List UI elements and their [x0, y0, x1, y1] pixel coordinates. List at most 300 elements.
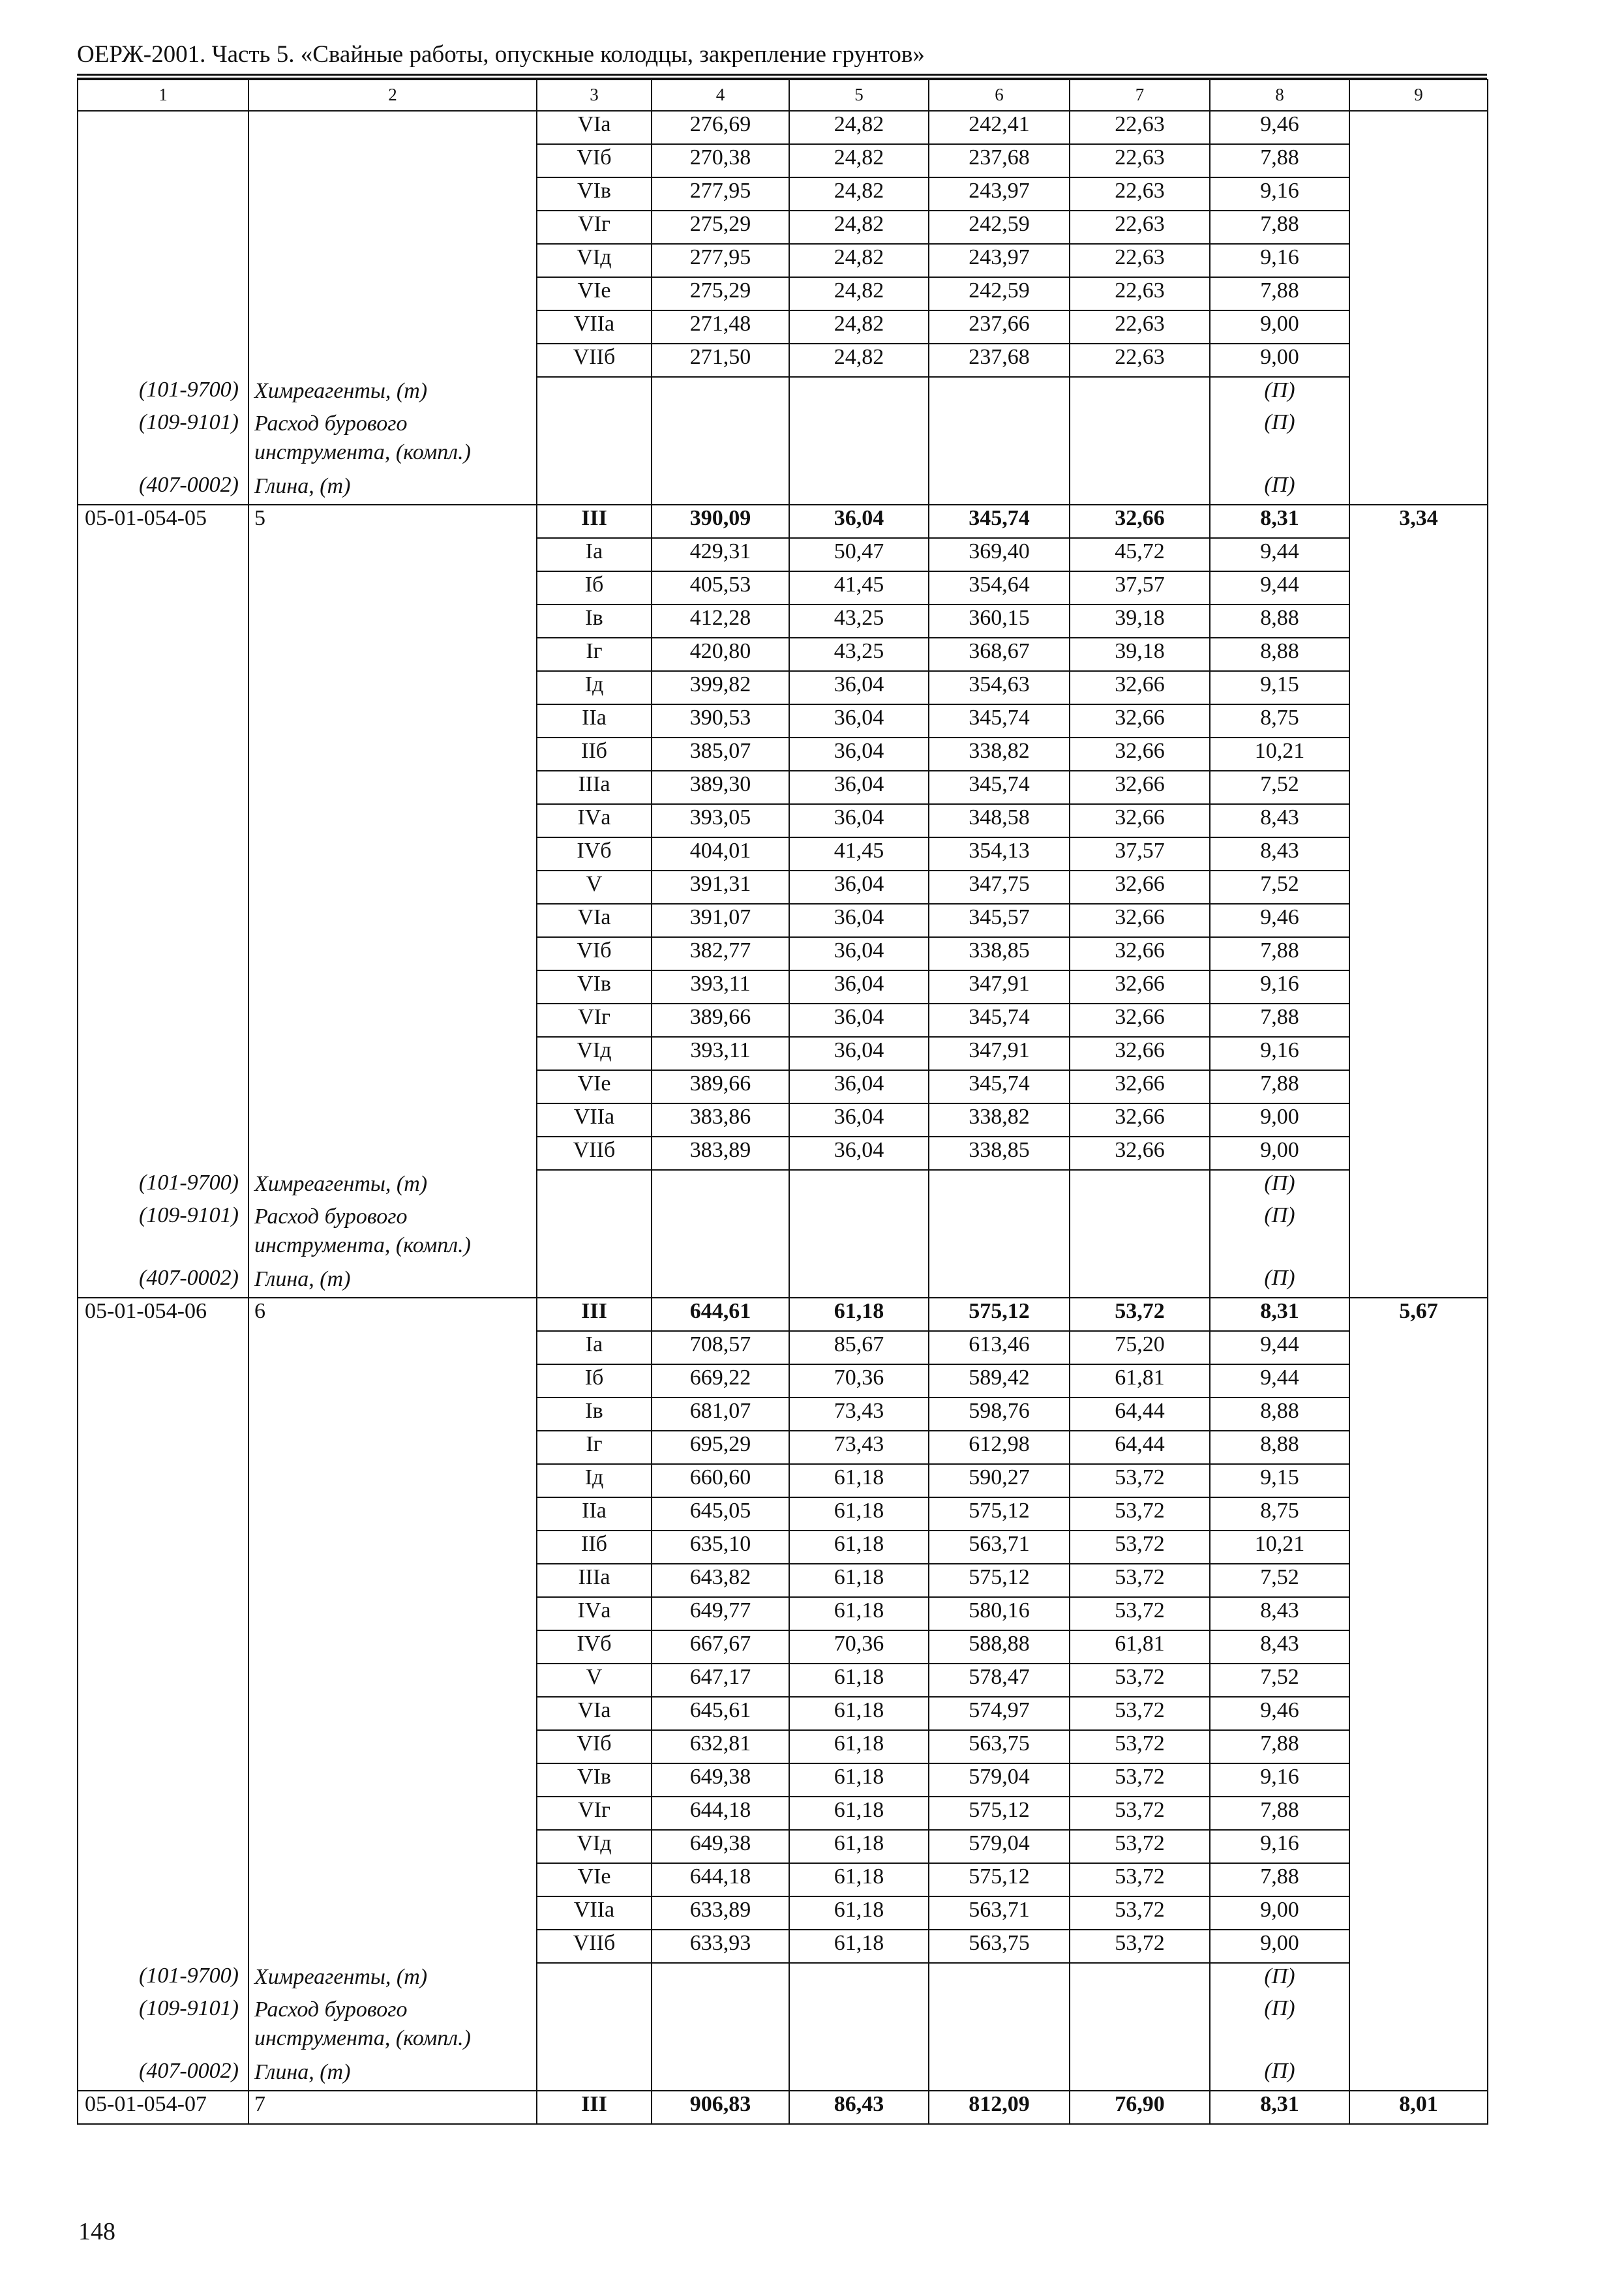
- empty-cell: [78, 277, 248, 310]
- value-cell: 61,18: [789, 1797, 929, 1830]
- base-row: [78, 2091, 1488, 2124]
- value-cell: 32,66: [1070, 505, 1210, 538]
- category-cell: VIIб: [537, 1137, 652, 1170]
- table-row: [78, 937, 1488, 970]
- category-cell: IIIа: [537, 1564, 652, 1597]
- value-cell: 647,17: [652, 1664, 789, 1697]
- value-cell: 53,72: [1070, 1298, 1210, 1331]
- rate-code: 05-01-054-06: [78, 1298, 248, 1331]
- empty-cell: [1349, 1364, 1488, 1398]
- empty-cell: [1070, 1963, 1210, 1996]
- empty-cell: [789, 1996, 929, 2058]
- value-cell: 389,66: [652, 1004, 789, 1037]
- value-cell: 243,97: [929, 177, 1070, 211]
- value-cell: 61,18: [789, 1597, 929, 1630]
- table-row: [78, 177, 1488, 211]
- page-number: 148: [78, 2218, 115, 2245]
- value-cell: 382,77: [652, 937, 789, 970]
- value-cell: 345,57: [929, 904, 1070, 937]
- value-cell: 61,81: [1070, 1364, 1210, 1398]
- value-cell: 354,64: [929, 571, 1070, 605]
- empty-cell: [78, 1137, 248, 1170]
- value-cell: 9,15: [1210, 671, 1349, 704]
- value-cell: 22,63: [1070, 111, 1210, 144]
- empty-cell: [248, 1137, 537, 1170]
- empty-cell: [78, 671, 248, 704]
- empty-cell: [78, 1037, 248, 1070]
- base-row: [78, 505, 1488, 538]
- value-cell: 385,07: [652, 738, 789, 771]
- value-cell: 24,82: [789, 177, 929, 211]
- empty-cell: [1349, 1137, 1488, 1170]
- table-row: [78, 310, 1488, 344]
- empty-cell: [78, 1564, 248, 1597]
- value-cell: 644,18: [652, 1797, 789, 1830]
- empty-cell: [78, 1004, 248, 1037]
- value-cell: 32,66: [1070, 904, 1210, 937]
- value-cell: 276,69: [652, 111, 789, 144]
- value-cell: 270,38: [652, 144, 789, 177]
- value-cell: 563,71: [929, 1531, 1070, 1564]
- value-cell: 612,98: [929, 1431, 1070, 1464]
- value-cell: 575,12: [929, 1797, 1070, 1830]
- value-cell: 8,31: [1210, 2091, 1349, 2124]
- empty-cell: [248, 1930, 537, 1963]
- category-cell: IIа: [537, 704, 652, 738]
- value-cell: 22,63: [1070, 344, 1210, 377]
- empty-cell: [1349, 1497, 1488, 1531]
- value-cell: 399,82: [652, 671, 789, 704]
- resource-row: [78, 377, 1488, 410]
- value-cell: 70,36: [789, 1364, 929, 1398]
- empty-cell: [248, 1630, 537, 1664]
- value-cell: 24,82: [789, 310, 929, 344]
- value-cell: 275,29: [652, 277, 789, 310]
- empty-cell: [78, 1103, 248, 1137]
- empty-cell: [78, 144, 248, 177]
- category-cell: VIб: [537, 144, 652, 177]
- empty-cell: [78, 1364, 248, 1398]
- table-row: [78, 1103, 1488, 1137]
- value-cell: 644,18: [652, 1863, 789, 1896]
- column-number: 9: [1349, 80, 1488, 111]
- value-cell: 8,75: [1210, 704, 1349, 738]
- value-cell: 36,04: [789, 871, 929, 904]
- value-cell: 36,04: [789, 1070, 929, 1103]
- empty-cell: [929, 2058, 1070, 2091]
- category-cell: VIе: [537, 1863, 652, 1896]
- resource-row: [78, 2058, 1488, 2091]
- value-cell: 9,15: [1210, 1464, 1349, 1497]
- empty-cell: [248, 1497, 537, 1531]
- value-cell: 7,88: [1210, 277, 1349, 310]
- value-cell: 9,44: [1210, 571, 1349, 605]
- value-cell: 681,07: [652, 1398, 789, 1431]
- empty-cell: [248, 1464, 537, 1497]
- empty-cell: [248, 937, 537, 970]
- value-cell: 86,43: [789, 2091, 929, 2124]
- col9-value: 5,67: [1349, 1298, 1488, 1331]
- value-cell: 9,46: [1210, 1697, 1349, 1730]
- value-cell: 32,66: [1070, 937, 1210, 970]
- value-cell: 53,72: [1070, 1497, 1210, 1531]
- value-cell: 242,59: [929, 277, 1070, 310]
- value-cell: 575,12: [929, 1497, 1070, 1531]
- value-cell: 53,72: [1070, 1697, 1210, 1730]
- empty-cell: [1349, 1070, 1488, 1103]
- value-cell: 579,04: [929, 1830, 1070, 1863]
- value-cell: 643,82: [652, 1564, 789, 1597]
- value-cell: 61,18: [789, 1930, 929, 1963]
- empty-cell: [789, 2058, 929, 2091]
- empty-cell: [929, 472, 1070, 505]
- value-cell: 9,16: [1210, 177, 1349, 211]
- value-cell: 61,18: [789, 1730, 929, 1763]
- category-cell: VIIа: [537, 1103, 652, 1137]
- value-cell: 644,61: [652, 1298, 789, 1331]
- value-cell: 70,36: [789, 1630, 929, 1664]
- value-cell: 575,12: [929, 1564, 1070, 1597]
- value-cell: 75,20: [1070, 1331, 1210, 1364]
- value-cell: 695,29: [652, 1431, 789, 1464]
- value-cell: 32,66: [1070, 970, 1210, 1004]
- value-cell: 37,57: [1070, 837, 1210, 871]
- empty-cell: [248, 970, 537, 1004]
- value-cell: 36,04: [789, 771, 929, 804]
- empty-cell: [1349, 211, 1488, 244]
- empty-cell: [248, 671, 537, 704]
- value-cell: 389,66: [652, 1070, 789, 1103]
- empty-cell: [652, 410, 789, 472]
- resource-name: Глина, (т): [248, 472, 537, 505]
- category-cell: Iа: [537, 538, 652, 571]
- table-row: [78, 1630, 1488, 1664]
- value-cell: 7,52: [1210, 1664, 1349, 1697]
- empty-cell: [248, 871, 537, 904]
- rate-code: 05-01-054-05: [78, 505, 248, 538]
- value-cell: 53,72: [1070, 1863, 1210, 1896]
- empty-cell: [248, 538, 537, 571]
- empty-cell: [248, 1431, 537, 1464]
- resource-row: [78, 410, 1488, 472]
- value-cell: 53,72: [1070, 1531, 1210, 1564]
- empty-cell: [248, 1037, 537, 1070]
- value-cell: 53,72: [1070, 1730, 1210, 1763]
- resource-name: Расход бурового инструмента, (компл.): [248, 1203, 537, 1265]
- empty-cell: [248, 277, 537, 310]
- category-cell: VIг: [537, 1797, 652, 1830]
- empty-cell: [1349, 904, 1488, 937]
- value-cell: 9,00: [1210, 344, 1349, 377]
- empty-cell: [78, 605, 248, 638]
- empty-cell: [1349, 1763, 1488, 1797]
- category-cell: V: [537, 1664, 652, 1697]
- table-row: [78, 738, 1488, 771]
- empty-cell: [78, 804, 248, 837]
- value-cell: 61,18: [789, 1298, 929, 1331]
- value-cell: 43,25: [789, 638, 929, 671]
- empty-cell: [1349, 738, 1488, 771]
- empty-cell: [78, 1431, 248, 1464]
- empty-cell: [78, 1763, 248, 1797]
- value-cell: 354,63: [929, 671, 1070, 704]
- resource-code: (109-9101): [78, 1203, 248, 1265]
- empty-cell: [1349, 1730, 1488, 1763]
- empty-cell: [537, 1996, 652, 2058]
- value-cell: 8,43: [1210, 1597, 1349, 1630]
- empty-cell: [1349, 1930, 1488, 1963]
- empty-cell: [1349, 1630, 1488, 1664]
- empty-cell: [1349, 1963, 1488, 1996]
- value-cell: 633,89: [652, 1896, 789, 1930]
- column-number: 4: [652, 80, 789, 111]
- value-cell: 393,11: [652, 970, 789, 1004]
- category-cell: VIа: [537, 904, 652, 937]
- value-cell: 242,59: [929, 211, 1070, 244]
- empty-cell: [537, 472, 652, 505]
- empty-cell: [248, 605, 537, 638]
- table-row: [78, 837, 1488, 871]
- value-cell: 578,47: [929, 1664, 1070, 1697]
- value-cell: 32,66: [1070, 1037, 1210, 1070]
- empty-cell: [1349, 771, 1488, 804]
- empty-cell: [248, 1531, 537, 1564]
- resource-mark: (П): [1210, 1203, 1349, 1265]
- empty-cell: [248, 1597, 537, 1630]
- empty-cell: [78, 1497, 248, 1531]
- empty-cell: [78, 1630, 248, 1664]
- empty-cell: [78, 837, 248, 871]
- empty-cell: [1349, 144, 1488, 177]
- empty-cell: [248, 1797, 537, 1830]
- resource-mark: (П): [1210, 1265, 1349, 1298]
- value-cell: 7,88: [1210, 1863, 1349, 1896]
- empty-cell: [1349, 871, 1488, 904]
- value-cell: 22,63: [1070, 310, 1210, 344]
- resource-name: Химреагенты, (т): [248, 1963, 537, 1996]
- value-cell: 649,77: [652, 1597, 789, 1630]
- value-cell: 53,72: [1070, 1464, 1210, 1497]
- value-cell: 9,00: [1210, 1896, 1349, 1930]
- value-cell: 277,95: [652, 177, 789, 211]
- value-cell: 53,72: [1070, 1763, 1210, 1797]
- value-cell: 347,75: [929, 871, 1070, 904]
- table-row: [78, 1697, 1488, 1730]
- empty-cell: [78, 1464, 248, 1497]
- value-cell: 393,11: [652, 1037, 789, 1070]
- value-cell: 9,00: [1210, 1930, 1349, 1963]
- value-cell: 36,04: [789, 738, 929, 771]
- value-cell: 36,04: [789, 970, 929, 1004]
- value-cell: 348,58: [929, 804, 1070, 837]
- rates-table: [77, 79, 1488, 2125]
- value-cell: 9,16: [1210, 1830, 1349, 1863]
- table-row: [78, 344, 1488, 377]
- value-cell: 632,81: [652, 1730, 789, 1763]
- empty-cell: [652, 1170, 789, 1203]
- value-cell: 76,90: [1070, 2091, 1210, 2124]
- value-cell: 391,31: [652, 871, 789, 904]
- category-cell: VIIб: [537, 344, 652, 377]
- resource-mark: (П): [1210, 1996, 1349, 2058]
- resource-code: (101-9700): [78, 1170, 248, 1203]
- category-cell: III: [537, 505, 652, 538]
- value-cell: 360,15: [929, 605, 1070, 638]
- empty-cell: [1349, 538, 1488, 571]
- rate-number: 7: [248, 2091, 537, 2124]
- empty-cell: [78, 1697, 248, 1730]
- empty-cell: [1349, 704, 1488, 738]
- value-cell: 338,85: [929, 937, 1070, 970]
- value-cell: 8,88: [1210, 605, 1349, 638]
- empty-cell: [929, 1265, 1070, 1298]
- value-cell: 429,31: [652, 538, 789, 571]
- value-cell: 36,04: [789, 671, 929, 704]
- empty-cell: [1349, 837, 1488, 871]
- empty-cell: [248, 571, 537, 605]
- empty-cell: [1070, 1996, 1210, 2058]
- resource-name: Химреагенты, (т): [248, 377, 537, 410]
- value-cell: 61,81: [1070, 1630, 1210, 1664]
- table-row: [78, 144, 1488, 177]
- empty-cell: [929, 1996, 1070, 2058]
- resource-mark: (П): [1210, 2058, 1349, 2091]
- empty-cell: [78, 871, 248, 904]
- value-cell: 8,88: [1210, 1398, 1349, 1431]
- empty-cell: [248, 111, 537, 144]
- table-row: [78, 1464, 1488, 1497]
- empty-cell: [248, 1830, 537, 1863]
- empty-cell: [1070, 472, 1210, 505]
- category-cell: VIв: [537, 177, 652, 211]
- empty-cell: [248, 1863, 537, 1896]
- empty-cell: [1349, 177, 1488, 211]
- empty-cell: [248, 1398, 537, 1431]
- empty-cell: [1349, 804, 1488, 837]
- empty-cell: [248, 310, 537, 344]
- value-cell: 39,18: [1070, 605, 1210, 638]
- empty-cell: [789, 410, 929, 472]
- value-cell: 590,27: [929, 1464, 1070, 1497]
- table-row: [78, 1531, 1488, 1564]
- value-cell: 8,88: [1210, 638, 1349, 671]
- column-number: 3: [537, 80, 652, 111]
- value-cell: 598,76: [929, 1398, 1070, 1431]
- empty-cell: [1349, 1996, 1488, 2058]
- empty-cell: [1349, 671, 1488, 704]
- value-cell: 39,18: [1070, 638, 1210, 671]
- value-cell: 345,74: [929, 1070, 1070, 1103]
- value-cell: 61,18: [789, 1763, 929, 1797]
- value-cell: 61,18: [789, 1830, 929, 1863]
- resource-name: Глина, (т): [248, 2058, 537, 2091]
- value-cell: 243,97: [929, 244, 1070, 277]
- empty-cell: [248, 738, 537, 771]
- category-cell: VIIб: [537, 1930, 652, 1963]
- table-row: [78, 538, 1488, 571]
- value-cell: 32,66: [1070, 1137, 1210, 1170]
- rate-code: 05-01-054-07: [78, 2091, 248, 2124]
- value-cell: 73,43: [789, 1398, 929, 1431]
- empty-cell: [248, 144, 537, 177]
- category-cell: VIб: [537, 937, 652, 970]
- value-cell: 277,95: [652, 244, 789, 277]
- value-cell: 32,66: [1070, 704, 1210, 738]
- empty-cell: [1349, 937, 1488, 970]
- value-cell: 390,53: [652, 704, 789, 738]
- category-cell: Iд: [537, 1464, 652, 1497]
- empty-cell: [537, 1265, 652, 1298]
- resource-code: (407-0002): [78, 1265, 248, 1298]
- value-cell: 36,04: [789, 1137, 929, 1170]
- value-cell: 237,66: [929, 310, 1070, 344]
- empty-cell: [1349, 310, 1488, 344]
- rate-number: 6: [248, 1298, 537, 1331]
- empty-cell: [537, 410, 652, 472]
- empty-cell: [78, 1863, 248, 1896]
- value-cell: 61,18: [789, 1664, 929, 1697]
- empty-cell: [248, 704, 537, 738]
- value-cell: 8,31: [1210, 1298, 1349, 1331]
- value-cell: 9,16: [1210, 970, 1349, 1004]
- empty-cell: [78, 1531, 248, 1564]
- value-cell: 24,82: [789, 111, 929, 144]
- value-cell: 7,52: [1210, 771, 1349, 804]
- empty-cell: [78, 211, 248, 244]
- empty-cell: [78, 310, 248, 344]
- value-cell: 7,88: [1210, 1797, 1349, 1830]
- empty-cell: [1349, 1797, 1488, 1830]
- empty-cell: [789, 472, 929, 505]
- table-row: [78, 1004, 1488, 1037]
- column-number: 6: [929, 80, 1070, 111]
- value-cell: 24,82: [789, 244, 929, 277]
- value-cell: 41,45: [789, 571, 929, 605]
- value-cell: 347,91: [929, 970, 1070, 1004]
- empty-cell: [1070, 1170, 1210, 1203]
- empty-cell: [248, 244, 537, 277]
- value-cell: 345,74: [929, 505, 1070, 538]
- category-cell: VIд: [537, 244, 652, 277]
- value-cell: 36,04: [789, 505, 929, 538]
- empty-cell: [652, 1963, 789, 1996]
- table-row: [78, 1037, 1488, 1070]
- category-cell: IIб: [537, 738, 652, 771]
- value-cell: 32,66: [1070, 871, 1210, 904]
- resource-code: (101-9700): [78, 377, 248, 410]
- category-cell: VIг: [537, 1004, 652, 1037]
- table-row: [78, 1364, 1488, 1398]
- empty-cell: [248, 1763, 537, 1797]
- value-cell: 24,82: [789, 211, 929, 244]
- value-cell: 354,13: [929, 837, 1070, 871]
- value-cell: 9,44: [1210, 538, 1349, 571]
- category-cell: III: [537, 1298, 652, 1331]
- value-cell: 404,01: [652, 837, 789, 871]
- value-cell: 338,85: [929, 1137, 1070, 1170]
- value-cell: 36,04: [789, 804, 929, 837]
- page-header-title: ОЕРЖ-2001. Часть 5. «Свайные работы, опускные колодцы, закрепление грунтов»: [77, 41, 925, 68]
- value-cell: 53,72: [1070, 1664, 1210, 1697]
- column-number: 5: [789, 80, 929, 111]
- empty-cell: [1349, 1431, 1488, 1464]
- empty-cell: [248, 1004, 537, 1037]
- value-cell: 579,04: [929, 1763, 1070, 1797]
- resource-mark: (П): [1210, 472, 1349, 505]
- empty-cell: [537, 2058, 652, 2091]
- table-row: [78, 1763, 1488, 1797]
- value-cell: 22,63: [1070, 177, 1210, 211]
